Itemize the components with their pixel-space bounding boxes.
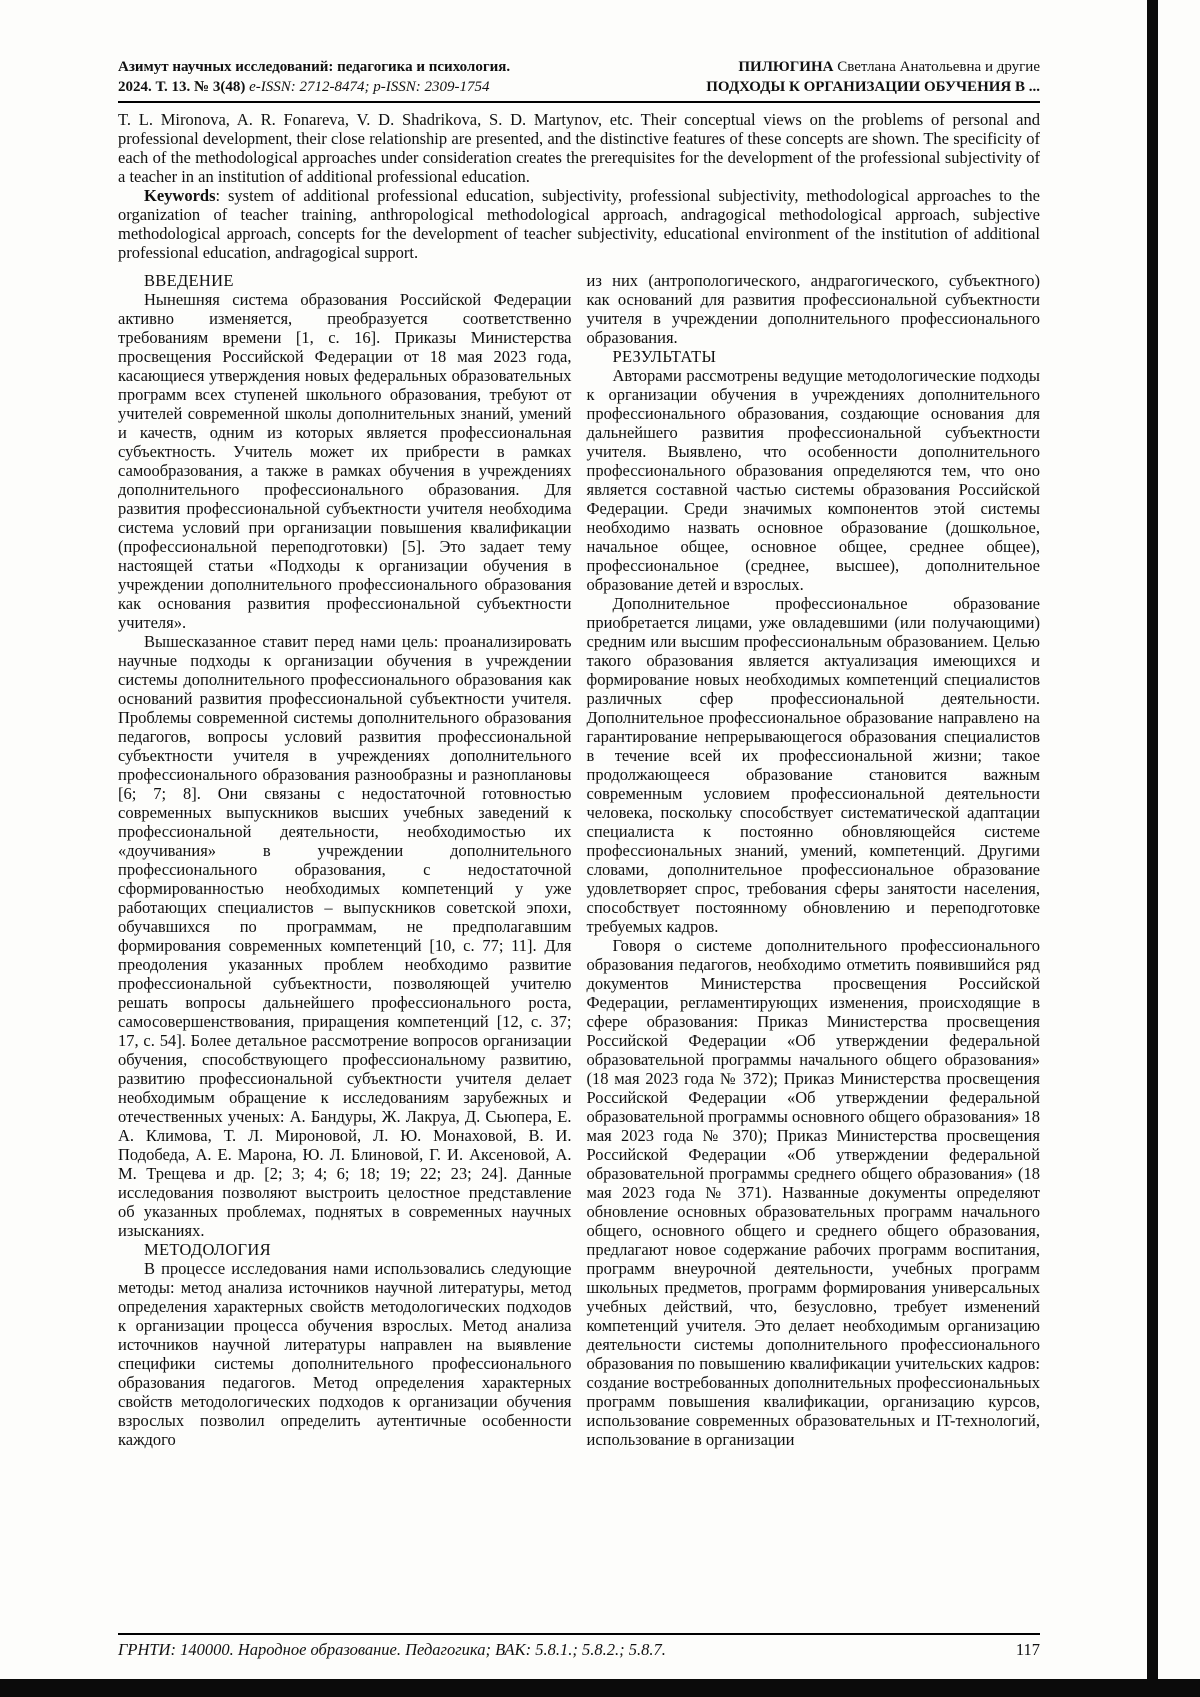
- page-content: [118, 58, 1040, 1623]
- heading-introduction: ВВЕДЕНИЕ: [144, 271, 234, 290]
- paragraph-introduction-2: Вышесказанное ставит перед нами цель: проанализировать научные подходы к организации обучения в учреждении системы дополнительного профессионального образования как оснований развития профессиональной субъектности учителя. Проблемы современной системы дополнительного образования педагогов, вопросы условий развития профессиональной субъектности учителя в учреждениях дополнительного профессионального образования разнообразны и разноплановы [6; 7; 8]. Они связаны с недостаточной готовностью современных выпускников высших учебных заведений к профессиональной деятельности, необходимостью их «доучивания» в учреждении дополнительного профессионального образования, с недостаточной сформированностью необходимых компетенций у уже работающих специалистов – выпускников советской эпохи, обучавшихся по программам, не предполагавшим формирования современных компетенций [10, с. 77; 11]. Для преодоления указанных проблем необходимо развитие профессиональной субъектности, позволяющей учителю решать вопросы дальнейшего профессионального роста, самосовершенствования, приращения компетенций [12, с. 37; 17, с. 54]. Более детальное рассмотрение вопросов организации обучения, способствующего профессиональному развитию, развитию профессиональной субъектности учителя делает необходимым обращение к исследованиям зарубежных и отечественных ученых: А. Бандуры, Ж. Лакруа, Д. Сьюпера, Е. А. Климова, Т. Л. Мироновой, Л. Ю. Монаховой, В. И. Подобеда, А. Е. Марона, Ю. Л. Блиновой, Г. И. Аксеновой, А. М. Трещева и др. [2; 3; 4; 6; 18; 19; 22; 23; 24]. Данные исследования позволяют выстроить целостное представление об указанных проблемах, поднятых в современных научных изысканиях.: [118, 632, 572, 1240]
- paragraph-methodology-1: В процессе исследования нами использовались следующие методы: метод анализа источников научной литературы, метод определения характерных свойств методологических подходов к организации процесса обучения взрослых. Метод анализа источников научной литературы направлен на выявление специфики системы дополнительного профессионального образования педагогов. Метод определения характерных свойств методологических подходов к организации обучения взрослых позволил определить аутентичные особенности каждого: [118, 1259, 572, 1449]
- author-surname: ПИЛЮГИНА: [738, 59, 834, 75]
- abstract-section: [118, 110, 1040, 262]
- heading-results: РЕЗУЛЬТАТЫ: [612, 347, 717, 366]
- page-number: 117: [1015, 1640, 1040, 1659]
- footer-classification: ГРНТИ: 140000. Народное образование. Педагогика; ВАК: 5.8.1.; 5.8.2.; 5.8.7.: [118, 1640, 666, 1659]
- article-info: [706, 58, 1040, 97]
- journal-issn: e-ISSN: 2712-8474; p-ISSN: 2309-1754: [249, 78, 490, 95]
- journal-info: [118, 58, 510, 97]
- heading-methodology: МЕТОДОЛОГИЯ: [144, 1240, 271, 1259]
- header-divider: [118, 101, 1040, 103]
- keywords-text: : system of additional professional education, subjectivity, professional subjectivity, methodological approaches to the organization of teacher training, anthropological methodological approach, andragogical methodological approach, subjective methodological approach, concepts for the development of teacher subjectivity, educational environment of the institution of additional professional education, andragogical support.: [118, 186, 1040, 262]
- scan-artifact-bottom: [0, 1679, 1200, 1697]
- left-column: [118, 271, 572, 1623]
- author-rest: Светлана Анатольевна и другие: [837, 59, 1040, 75]
- journal-issue-line: [118, 78, 510, 98]
- keywords-label: Keywords: [144, 186, 216, 205]
- journal-issue: 2024. Т. 13. № 3(48): [118, 78, 246, 95]
- paragraph-results-3: Говоря о системе дополнительного профессионального образования педагогов, необходимо отметить появившийся ряд документов Министерства просвещения Российской Федерации, регламентирующих изменения, происходящие в сфере образования: Приказ Министерства просвещения Российской Федерации «Об утверждении федеральной образовательной программы начального общего образования» (18 мая 2023 года № 372); Приказ Министерства просвещения Российской Федерации «Об утверждении федеральной образовательной программы основного общего образования» 18 мая 2023 года № 370); Приказ Министерства просвещения Российской Федерации «Об утверждении федеральной образовательной программы среднего общего образования» (18 мая 2023 года № 371). Названные документы определяют обновление основных образовательных программ начального общего, основного общего и среднего общего образования, предлагают новое содержание рабочих программ воспитания, программ внеурочной деятельности, учебных программ школьных предметов, программ формирования универсальных учебных действий, что, безусловно, требует изменений компетенций учителя. Это делает необходимым организацию деятельности системы дополнительного профессионального образования по повышению квалификации учительских кадров: создание востребованных дополнительных профессиональньых программ повышения квалификации, организацию курсов, использование современных образовательных и IT-технологий, использование в организации: [586, 936, 1040, 1449]
- paragraph-introduction-1: Нынешняя система образования Российской Федерации активно изменяется, преобразуется соответственно требованиям времени [1, с. 16]. Приказы Министерства просвещения Российской Федерации от 18 мая 2023 года, касающиеся утверждения новых федеральных образовательных программ всех ступеней школьного образования, требуют от учителей современной школы дополнительных знаний, умений и качеств, одним из которых является профессиональная субъектность. Учитель может их прибрести в рамках самообразования, а также в рамках обучения в учреждениях дополнительного профессионального образования. Для развития профессиональной субъектности учителя необходима система условий при организации повышения квалификации (профессиональной переподготовки) [5]. Это задает тему настоящей статьи «Подходы к организации обучения в учреждении дополнительного профессионального образования как основания развития профессиональной субъектности учителя».: [118, 290, 572, 632]
- right-column: [587, 271, 1041, 1623]
- paragraph-results-2: Дополнительное профессиональное образование приобретается лицами, уже овладевшими (или получающими) средним или высшим профессиональным образованием. Целью такого образования является актуализация имеющихся и формирование новых необходимых компетенций специалистов различных сфер профессиональной деятельности. Дополнительное профессиональное образование направлено на гарантирование непрерывающегося образования специалистов в течение всей их профессиональной жизни; такое продолжающееся образование становится важным современным условием профессиональной деятельности человека, поскольку способствует систематической адаптации специалиста к постоянно обновляющейся системе профессиональных знаний, умений, компетенций. Другими словами, дополнительное профессиональное образование удовлетворяет спрос, требования сферы занятости населения, способствует постоянному обновлению и переподготовке требуемых кадров.: [586, 594, 1040, 936]
- page-header: [118, 58, 1040, 97]
- two-column-body: [118, 271, 1040, 1623]
- article-running-title: ПОДХОДЫ К ОРГАНИЗАЦИИ ОБУЧЕНИЯ В ...: [706, 78, 1040, 95]
- keywords-paragraph: [118, 186, 1040, 262]
- abstract-text: T. L. Mironova, A. R. Fonareva, V. D. Shadrikova, S. D. Martynov, etc. Their conceptual views on the problems of personal and professional development, their close relationship are presented, and the distinctive features of these concepts are shown. The specificity of each of the methodological approaches under consideration creates the prerequisites for the development of the professional subjectivity of a teacher in an institution of additional professional education.: [118, 110, 1040, 186]
- scan-artifact-right: [1147, 0, 1158, 1697]
- article-authors: [706, 58, 1040, 78]
- page-footer: [118, 1633, 1040, 1659]
- journal-title: Азимут научных исследований: педагогика и психология.: [118, 59, 511, 75]
- paragraph-methodology-continued: из них (антропологического, андрагогического, субъектного) как оснований для развития профессиональной субъектности учителя в учреждении дополнительного профессионального образования.: [586, 271, 1040, 347]
- paragraph-results-1: Авторами рассмотрены ведущие методологические подходы к организации обучения в учреждениях дополнительного профессионального образования, создающие основания для дальнейшего развития профессиональной субъектности учителя. Выявлено, что особенности дополнительного профессионального образования определяются тем, что оно является составной частью системы образования Российской Федерации. Среди значимых компонентов этой системы необходимо назвать основное образование (дошкольное, начальное общее, основное общее, среднее общее), профессиональное (среднее, высшее), дополнительное образование детей и взрослых.: [586, 366, 1040, 594]
